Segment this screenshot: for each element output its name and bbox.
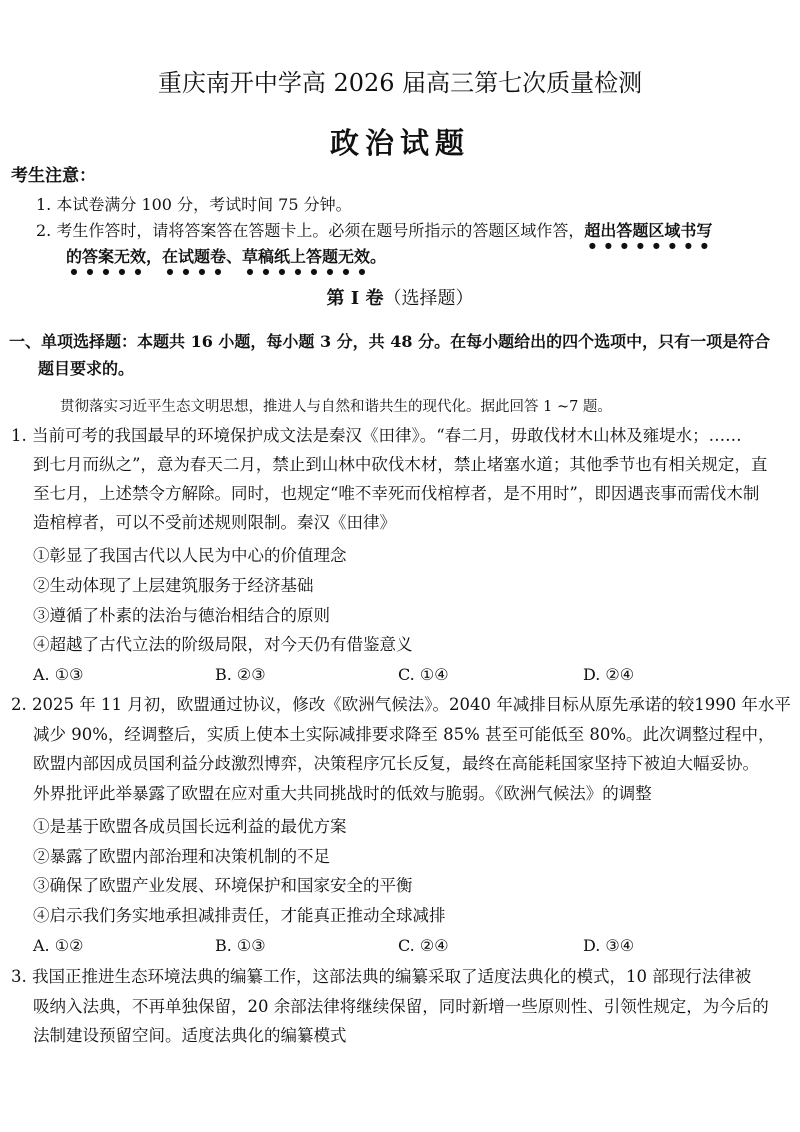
q1-option-b: B. ②③ <box>215 665 266 684</box>
q2-option-b: B. ①③ <box>215 936 266 955</box>
q1-statement-3: ③遵循了朴素的法治与德治相结合的原则 <box>33 606 330 625</box>
q1-statement-4: ④超越了古代立法的阶级局限，对今天仍有借鉴意义 <box>33 635 413 654</box>
q2-statement-1: ①是基于欧盟各成员国长远利益的最优方案 <box>33 817 347 836</box>
q2-statement-3: ③确保了欧盟产业发展、环境保护和国家安全的平衡 <box>33 876 413 895</box>
q1-line-3: 至七月，上述禁令方解除。同时，也规定“唯不幸死而伐棺椁者，是不用时”，即因遇丧事而需伐木制 <box>33 484 760 503</box>
q2-option-c: C. ②④ <box>398 936 449 955</box>
q1-statement-2: ②生动体现了上层建筑服务于经济基础 <box>33 576 314 595</box>
q2-option-d: D. ③④ <box>583 936 635 955</box>
q1-option-a: A. ①③ <box>33 665 84 684</box>
exam-title: 重庆南开中学高 2026 届高三第七次质量检测 <box>157 69 643 97</box>
q2-line-3: 欧盟内部因成员国利益分歧激烈博弈，决策程序冗长反复，最终在高能耗国家坚持下被迫大幅妥协。 <box>33 754 759 773</box>
q1-statement-1: ①彰显了我国古代以人民为中心的价值理念 <box>33 546 347 565</box>
section-instruction-line-2: 题目要求的。 <box>38 359 135 378</box>
q2-statement-4: ④启示我们务实地承担减排责任，才能真正推动全球减排 <box>33 906 446 925</box>
notice-heading: 考生注意： <box>11 166 96 186</box>
q3-line-1: 3. 我国正推进生态环境法典的编纂工作，这部法典的编纂采取了适度法典化的模式，10 部现行法律被 <box>11 967 752 986</box>
q2-option-a: A. ①② <box>33 936 84 955</box>
q1-line-1: 1. 当前可考的我国最早的环境保护成文法是秦汉《田律》。“春二月，毋敢伐材木山林及雍堤水；…… <box>11 426 742 445</box>
volume-title <box>0 287 800 311</box>
q1-option-d: D. ②④ <box>583 665 635 684</box>
q2-line-1: 2. 2025 年 11 月初，欧盟通过协议，修改《欧洲气候法》。2040 年减排目标从原先承诺的较1990 年水平 <box>11 695 791 714</box>
q1-line-4: 造棺椁者，可以不受前述规则限制。秦汉《田律》 <box>33 513 396 532</box>
volume-title-main: 第 Ⅰ 卷 <box>326 288 384 309</box>
notice-item-2-emphasis-a: 超出答题区域书写 <box>584 221 713 240</box>
notice-item-2-continued <box>66 245 386 276</box>
q2-line-4: 外界批评此举暴露了欧盟在应对重大共同挑战时的低效与脆弱。《欧洲气候法》的调整 <box>33 784 652 803</box>
q2-line-2: 减少 90%，经调整后，实质上使本土实际减排要求降至 85% 甚至可能低至 80%。此次调整过程中， <box>33 725 775 744</box>
q3-line-2: 吸纳入法典，不再单独保留，20 余部法律将继续保留，同时新增一些原则性、引领性规定，为今后的 <box>33 997 769 1016</box>
section-intro: 贯彻落实习近平生态文明思想，推进人与自然和谐共生的现代化。据此回答 1 ~7 题。 <box>60 399 612 415</box>
q3-line-3: 法制建设预留空间。适度法典化的编纂模式 <box>33 1026 347 1045</box>
volume-title-sub: （选择题） <box>383 288 474 309</box>
notice-item-1: 1. 本试卷满分 100 分，考试时间 75 分钟。 <box>36 195 352 214</box>
q1-line-2: 到七月而纵之”，意为春天二月，禁止到山林中砍伐木材，禁止堵塞水道；其他季节也有相关规定，直 <box>33 455 768 474</box>
subject-title: 政治试题 <box>329 126 470 160</box>
notice-item-2-text: 2. 考生作答时，请将答案答在答题卡上。必须在题号所指示的答题区域作答， <box>36 221 585 240</box>
section-instruction-line-1: 一、单项选择题：本题共 16 小题，每小题 3 分，共 48 分。在每小题给出的四个选项中，只有一项是符合 <box>9 332 771 351</box>
q2-statement-2: ②暴露了欧盟内部治理和决策机制的不足 <box>33 847 330 866</box>
q1-option-c: C. ①④ <box>398 665 449 684</box>
notice-item-2-emphasis-b: 的答案无效，在试题卷、草稿纸上答题无效。 <box>66 247 387 266</box>
